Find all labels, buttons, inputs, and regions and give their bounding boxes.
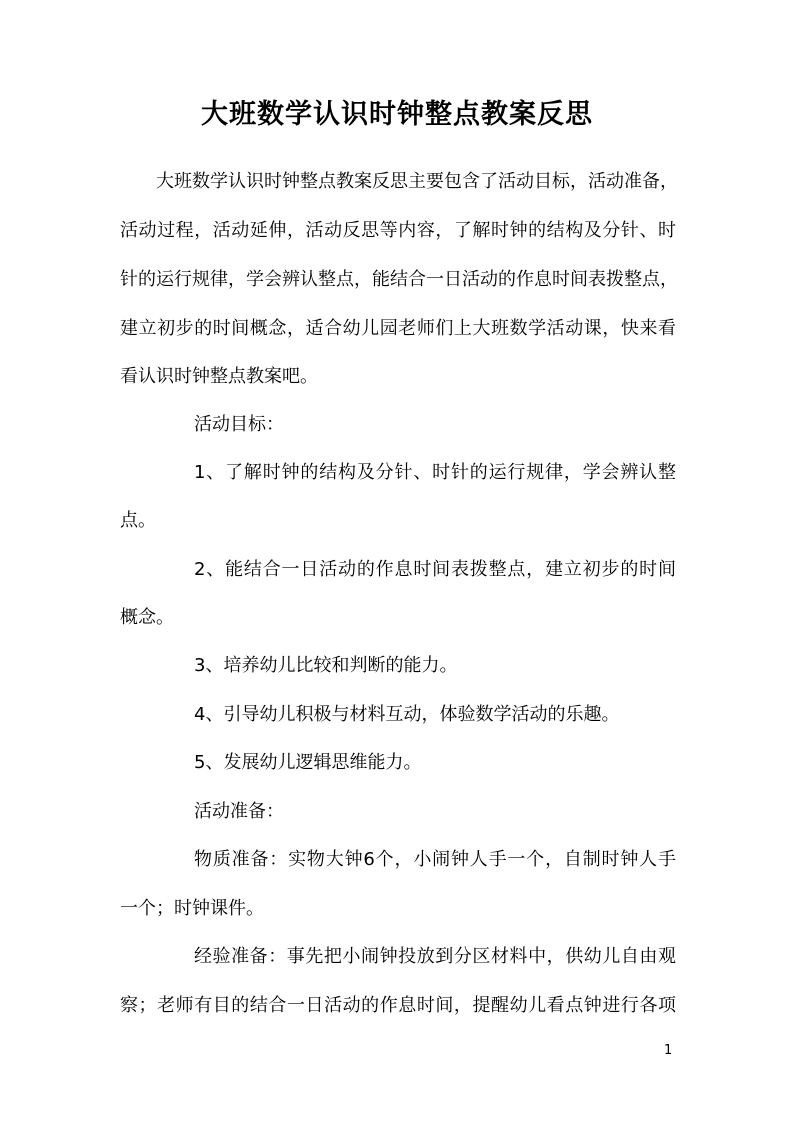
list-item-continuation: 概念。 — [120, 607, 174, 628]
section-heading: 活动准备： — [194, 801, 284, 822]
paragraph-line: 物质准备：实物大钟6个，小闹钟人手一个，自制时钟人手 — [194, 849, 676, 870]
page-number: 1 — [664, 1043, 673, 1058]
list-item: 4、引导幼儿积极与材料互动，体验数学活动的乐趣。 — [194, 704, 620, 725]
list-item: 1、了解时钟的结构及分针、时针的运行规律，学会辨认整 — [194, 462, 676, 483]
section-heading: 活动目标： — [194, 414, 284, 435]
paragraph-line: 察；老师有目的结合一日活动的作息时间，提醒幼儿看点钟进行各项 — [120, 995, 676, 1016]
list-item: 2、能结合一日活动的作息时间表拨整点，建立初步的时间 — [194, 559, 676, 580]
document-title: 大班数学认识时钟整点教案反思 — [201, 99, 593, 130]
list-item: 5、发展幼儿逻辑思维能力。 — [194, 752, 422, 773]
paragraph-line: 活动过程，活动延伸，活动反思等内容，了解时钟的结构及分针、时 — [120, 220, 676, 241]
list-item: 3、培养幼儿比较和判断的能力。 — [194, 655, 458, 676]
list-item-continuation: 点。 — [120, 510, 156, 531]
paragraph-line: 一个；时钟课件。 — [120, 898, 264, 919]
paragraph-line: 大班数学认识时钟整点教案反思主要包含了活动目标，活动准备， — [156, 171, 678, 192]
paragraph-line: 经验准备：事先把小闹钟投放到分区材料中，供幼儿自由观 — [194, 946, 676, 967]
paragraph-line: 看认识时钟整点教案吧。 — [120, 366, 318, 387]
paragraph-line: 针的运行规律，学会辨认整点，能结合一日活动的作息时间表拨整点， — [120, 269, 678, 290]
paragraph-line: 建立初步的时间概念，适合幼儿园老师们上大班数学活动课，快来看 — [120, 318, 676, 339]
